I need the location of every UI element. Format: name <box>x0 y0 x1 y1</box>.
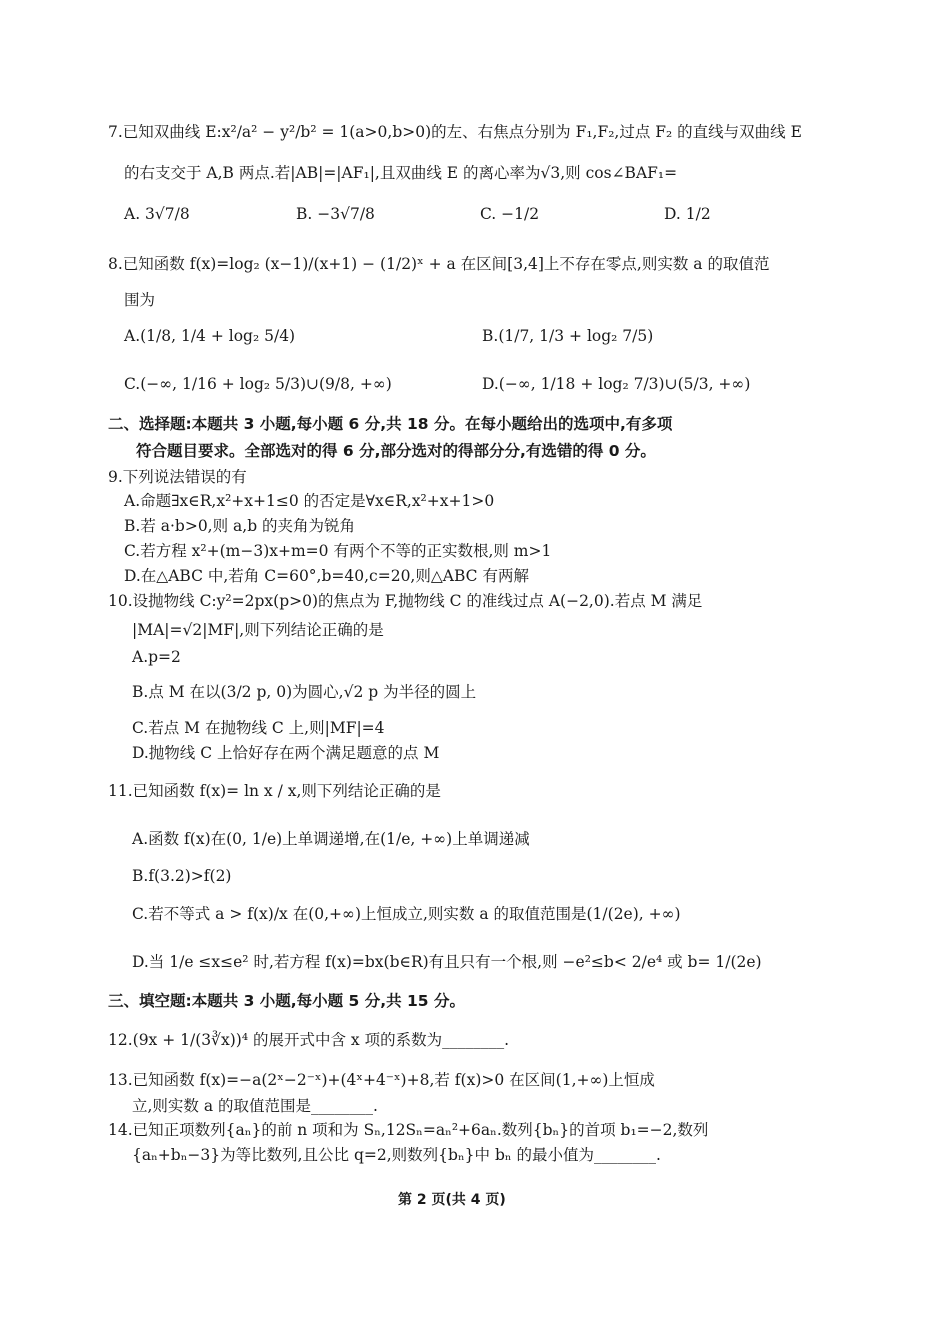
q9-option-a: A.命题∃x∈R,x²+x+1≤0 的否定是∀x∈R,x²+x+1>0 <box>124 492 495 510</box>
q11-stem: 11.已知函数 f(x)= ln x / x,则下列结论正确的是 <box>108 782 441 800</box>
q8-line2: 围为 <box>124 291 156 309</box>
q11-option-b: B.f(3.2)>f(2) <box>132 867 232 885</box>
q13-line1: 13.已知函数 f(x)=−a(2ˣ−2⁻ˣ)+(4ˣ+4⁻ˣ)+8,若 f(x)>0 在区间(1,+∞)上恒成 <box>108 1071 655 1089</box>
q11-option-c: C.若不等式 a > f(x)/x 在(0,+∞)上恒成立,则实数 a 的取值范围是(1/(2e), +∞) <box>132 905 681 923</box>
q8-option-b: B.(1/7, 1/3 + log₂ 7/5) <box>482 327 654 345</box>
q7-option-b: B. −3√7/8 <box>296 205 375 223</box>
q9-option-d: D.在△ABC 中,若角 C=60°,b=40,c=20,则△ABC 有两解 <box>124 567 529 585</box>
q14-line1: 14.已知正项数列{aₙ}的前 n 项和为 Sₙ,12Sₙ=aₙ²+6aₙ.数列{bₙ}的首项 b₁=−2,数列 <box>108 1121 709 1139</box>
section2-heading-line1: 二、选择题:本题共 3 小题,每小题 6 分,共 18 分。在每小题给出的选项中,有多项 <box>108 415 673 433</box>
q7-line1: 7.已知双曲线 E:x²/a² − y²/b² = 1(a>0,b>0)的左、右焦点分别为 F₁,F₂,过点 F₂ 的直线与双曲线 E <box>108 123 802 141</box>
q7-option-d: D. 1/2 <box>664 205 711 223</box>
q10-option-d: D.抛物线 C 上恰好存在两个满足题意的点 M <box>132 744 440 762</box>
q8-option-d: D.(−∞, 1/18 + log₂ 7/3)∪(5/3, +∞) <box>482 375 751 393</box>
q12-text: 12.(9x + 1/(3∛x))⁴ 的展开式中含 x 项的系数为________. <box>108 1031 510 1049</box>
q8-option-a: A.(1/8, 1/4 + log₂ 5/4) <box>124 327 296 345</box>
q10-option-a: A.p=2 <box>132 648 181 666</box>
q8-option-c: C.(−∞, 1/16 + log₂ 5/3)∪(9/8, +∞) <box>124 375 392 393</box>
q8-line1: 8.已知函数 f(x)=log₂ (x−1)/(x+1) − (1/2)ˣ + a 在区间[3,4]上不存在零点,则实数 a 的取值范 <box>108 255 770 273</box>
q10-line1: 10.设抛物线 C:y²=2px(p>0)的焦点为 F,抛物线 C 的准线过点 A(−2,0).若点 M 满足 <box>108 592 703 610</box>
q7-line2: 的右支交于 A,B 两点.若|AB|=|AF₁|,且双曲线 E 的离心率为√3,则 cos∠BAF₁= <box>124 164 678 182</box>
section3-heading: 三、填空题:本题共 3 小题,每小题 5 分,共 15 分。 <box>108 992 465 1010</box>
q7-option-c: C. −1/2 <box>480 205 540 223</box>
q11-option-a: A.函数 f(x)在(0, 1/e)上单调递增,在(1/e, +∞)上单调递减 <box>132 830 530 848</box>
q10-option-c: C.若点 M 在抛物线 C 上,则|MF|=4 <box>132 719 385 737</box>
q11-option-d: D.当 1/e ≤x≤e² 时,若方程 f(x)=bx(b∈R)有且只有一个根,则 −e²≤b< 2/e⁴ 或 b= 1/(2e) <box>132 953 762 971</box>
q10-option-b: B.点 M 在以(3/2 p, 0)为圆心,√2 p 为半径的圆上 <box>132 683 477 701</box>
q13-line2: 立,则实数 a 的取值范围是________. <box>132 1097 378 1115</box>
page-footer: 第 2 页(共 4 页) <box>398 1192 506 1208</box>
q9-option-b: B.若 a·b>0,则 a,b 的夹角为锐角 <box>124 517 356 535</box>
q9-stem: 9.下列说法错误的有 <box>108 468 247 486</box>
q9-option-c: C.若方程 x²+(m−3)x+m=0 有两个不等的正实数根,则 m>1 <box>124 542 552 560</box>
section2-heading-line2: 符合题目要求。全部选对的得 6 分,部分选对的得部分分,有选错的得 0 分。 <box>136 442 656 460</box>
q14-line2: {aₙ+bₙ−3}为等比数列,且公比 q=2,则数列{bₙ}中 bₙ 的最小值为________. <box>132 1146 661 1164</box>
q7-option-a: A. 3√7/8 <box>124 205 190 223</box>
q10-line2: |MA|=√2|MF|,则下列结论正确的是 <box>132 621 384 639</box>
